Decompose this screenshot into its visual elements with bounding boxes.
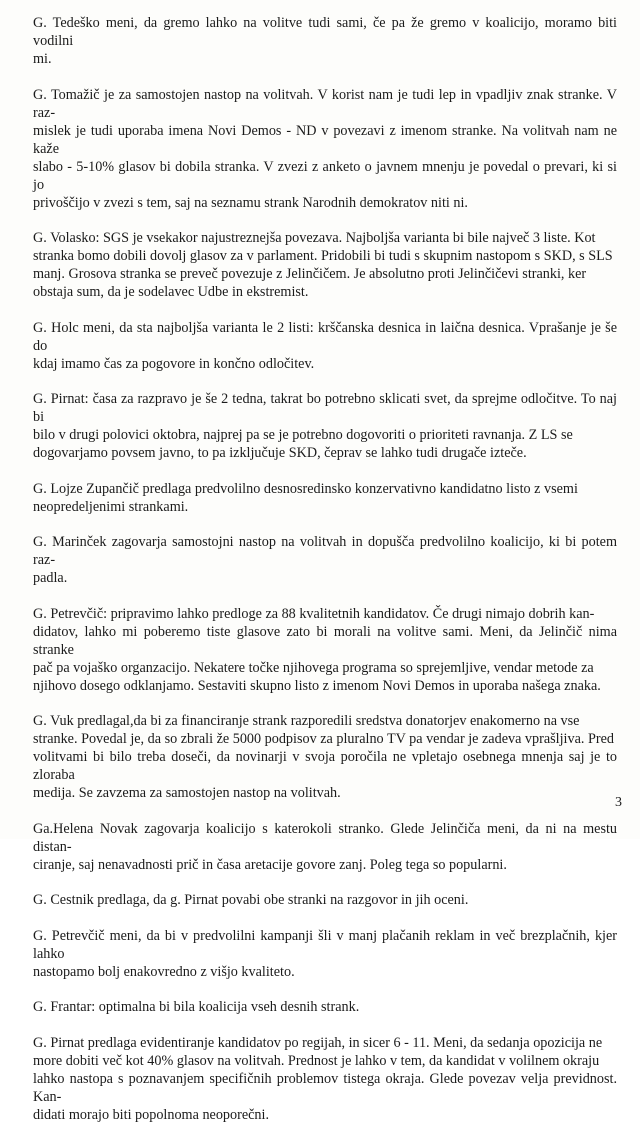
text-line: G. Petrevčič: pripravimo lahko predloge za 88 kvalitetnih kandidatov. Če drugi nimajo dobrih kan- bbox=[33, 605, 595, 622]
page-number: 3 bbox=[615, 795, 622, 810]
text-line: G. Volasko: SGS je vsekakor najustreznejša povezava. Najboljša varianta bi bile največ 3 liste. Kot bbox=[33, 230, 596, 246]
text-line: more dobiti več kot 40% glasov na volitvah. Prednost je lahko v tem, da kandidat v volilnem okraju bbox=[33, 1052, 600, 1069]
paragraph bbox=[33, 229, 617, 301]
text-line: ciranje, saj nenavadnosti prič in časa aretacije govore zanj. Poleg tega so popularni. bbox=[33, 856, 507, 873]
text-line: G. Cestnik predlaga, da g. Pirnat povabi obe stranki na razgovor in jih oceni. bbox=[33, 892, 469, 908]
text-line: didatov, lahko mi poberemo tiste glasove zato bi morali na volitve sami. Meni, da Jelinčič nima stranke bbox=[33, 623, 617, 658]
text-line: volitvami bi bilo treba doseči, da novinarji v svoja poročila ne vpletajo osebnega mnenja saj je to zloraba bbox=[33, 749, 617, 783]
paragraph bbox=[33, 86, 617, 212]
text-line: Ga.Helena Novak zagovarja koalicijo s katerokoli stranko. Glede Jelinčiča meni, da ni na mestu distan- bbox=[33, 820, 617, 855]
paragraph bbox=[33, 820, 617, 874]
text-line: G. Lojze Zupančič predlaga predvolilno desnosredinsko konzervativno kandidatno listo z vsemi bbox=[33, 480, 578, 497]
text-line: slabo - 5-10% glasov bi dobila stranka. V zvezi z anketo o javnem mnenju je povedal o prevari, ki si jo bbox=[33, 158, 617, 193]
text-line: padla. bbox=[33, 570, 68, 586]
text-line: lahko nastopa s poznavanjem specifičnih problemov tistega okraja. Glede povezav velja previdnost. Kan- bbox=[33, 1070, 617, 1105]
paragraph bbox=[33, 1034, 617, 1124]
text-line: dogovarjamo povsem javno, to pa izključuje SKD, čeprav se lahko tudi drugače izteče. bbox=[33, 445, 527, 461]
text-line: nastopamo bolj enakovredno z višjo kvaliteto. bbox=[33, 963, 295, 980]
text-line: G. Vuk predlagal,da bi za financiranje strank razporedili sredstva donatorjev enakomerno na vse bbox=[33, 713, 580, 729]
paragraph bbox=[33, 605, 617, 695]
text-line: pač pa vojaško organzacijo. Nekatere točke njihovega programa so sprejemljive, vendar metode za bbox=[33, 659, 594, 676]
document-body bbox=[33, 14, 617, 1141]
paragraph bbox=[33, 14, 617, 68]
paragraph bbox=[33, 712, 617, 802]
text-line: G. Tedeško meni, da gremo lahko na volitve tudi sami, če pa že gremo v koalicijo, moramo biti vodilni bbox=[33, 15, 617, 49]
text-line: obstaja sum, da je sodelavec Udbe in ekstremist. bbox=[33, 284, 309, 300]
paragraph bbox=[33, 533, 617, 587]
paragraph bbox=[33, 480, 617, 516]
text-line: G. Marinček zagovarja samostojni nastop na volitvah in dopušča predvolilno koalicijo, ki bi potem raz- bbox=[33, 534, 617, 568]
paragraph bbox=[33, 390, 617, 462]
text-line: G. Frantar: optimalna bi bila koalicija vseh desnih strank. bbox=[33, 999, 360, 1015]
text-line: stranke. Povedal je, da so zbrali že 5000 podpisov za pluralno TV pa vendar je zadeva vprašljiva. Pred bbox=[33, 731, 614, 747]
text-line: neopredeljenimi strankami. bbox=[33, 498, 189, 515]
text-line: kdaj imamo čas za pogovore in končno odločitev. bbox=[33, 355, 315, 372]
text-line: stranka bomo dobili dovolj glasov za v parlament. Pridobili bi tudi s skupnim nastopom s SKD, s SLS bbox=[33, 248, 613, 264]
paragraph bbox=[33, 891, 617, 909]
paragraph bbox=[33, 319, 617, 373]
paragraph bbox=[33, 998, 617, 1016]
text-line: mi. bbox=[33, 51, 52, 67]
text-line: G. Pirnat predlaga evidentiranje kandidatov po regijah, in sicer 6 - 11. Meni, da sedanja opozicija ne bbox=[33, 1034, 603, 1051]
paragraph bbox=[33, 927, 617, 981]
text-line: G. Tomažič je za samostojen nastop na volitvah. V korist nam je tudi lep in vpadljiv znak stranke. V raz- bbox=[33, 86, 617, 121]
text-line: privoščijo v zvezi s tem, saj na seznamu strank Narodnih demokratov niti ni. bbox=[33, 194, 468, 211]
text-line: G. Pirnat: časa za razpravo je še 2 tedna, takrat bo potrebno sklicati svet, da sprejme odločitve. To naj bi bbox=[33, 391, 617, 425]
text-line: bilo v drugi polovici oktobra, najprej pa se je potrebno dogovoriti o prioriteti ravnanja. Z LS se bbox=[33, 427, 573, 443]
text-line: G. Petrevčič meni, da bi v predvolilni kampanji šli v manj plačanih reklam in več brezplačnih, kjer lahko bbox=[33, 927, 617, 962]
text-line: mislek je tudi uporaba imena Novi Demos - ND v povezavi z imenom stranke. Na volitvah nam ne kaže bbox=[33, 122, 617, 157]
text-line: njihovo dosego odklanjamo. Sestaviti skupno listo z imenom Novi Demos in uporaba našega znaka. bbox=[33, 677, 601, 694]
text-line: didati morajo biti popolnoma neoporečni. bbox=[33, 1106, 270, 1123]
text-line: G. Holc meni, da sta najboljša varianta le 2 listi: krščanska desnica in laična desnica. Vprašanje je še do bbox=[33, 319, 617, 354]
text-line: medija. Se zavzema za samostojen nastop na volitvah. bbox=[33, 785, 341, 801]
text-line: manj. Grosova stranka se preveč povezuje z Jelinčičem. Je absolutno proti Jelinčičevi stranki, ker bbox=[33, 266, 587, 282]
